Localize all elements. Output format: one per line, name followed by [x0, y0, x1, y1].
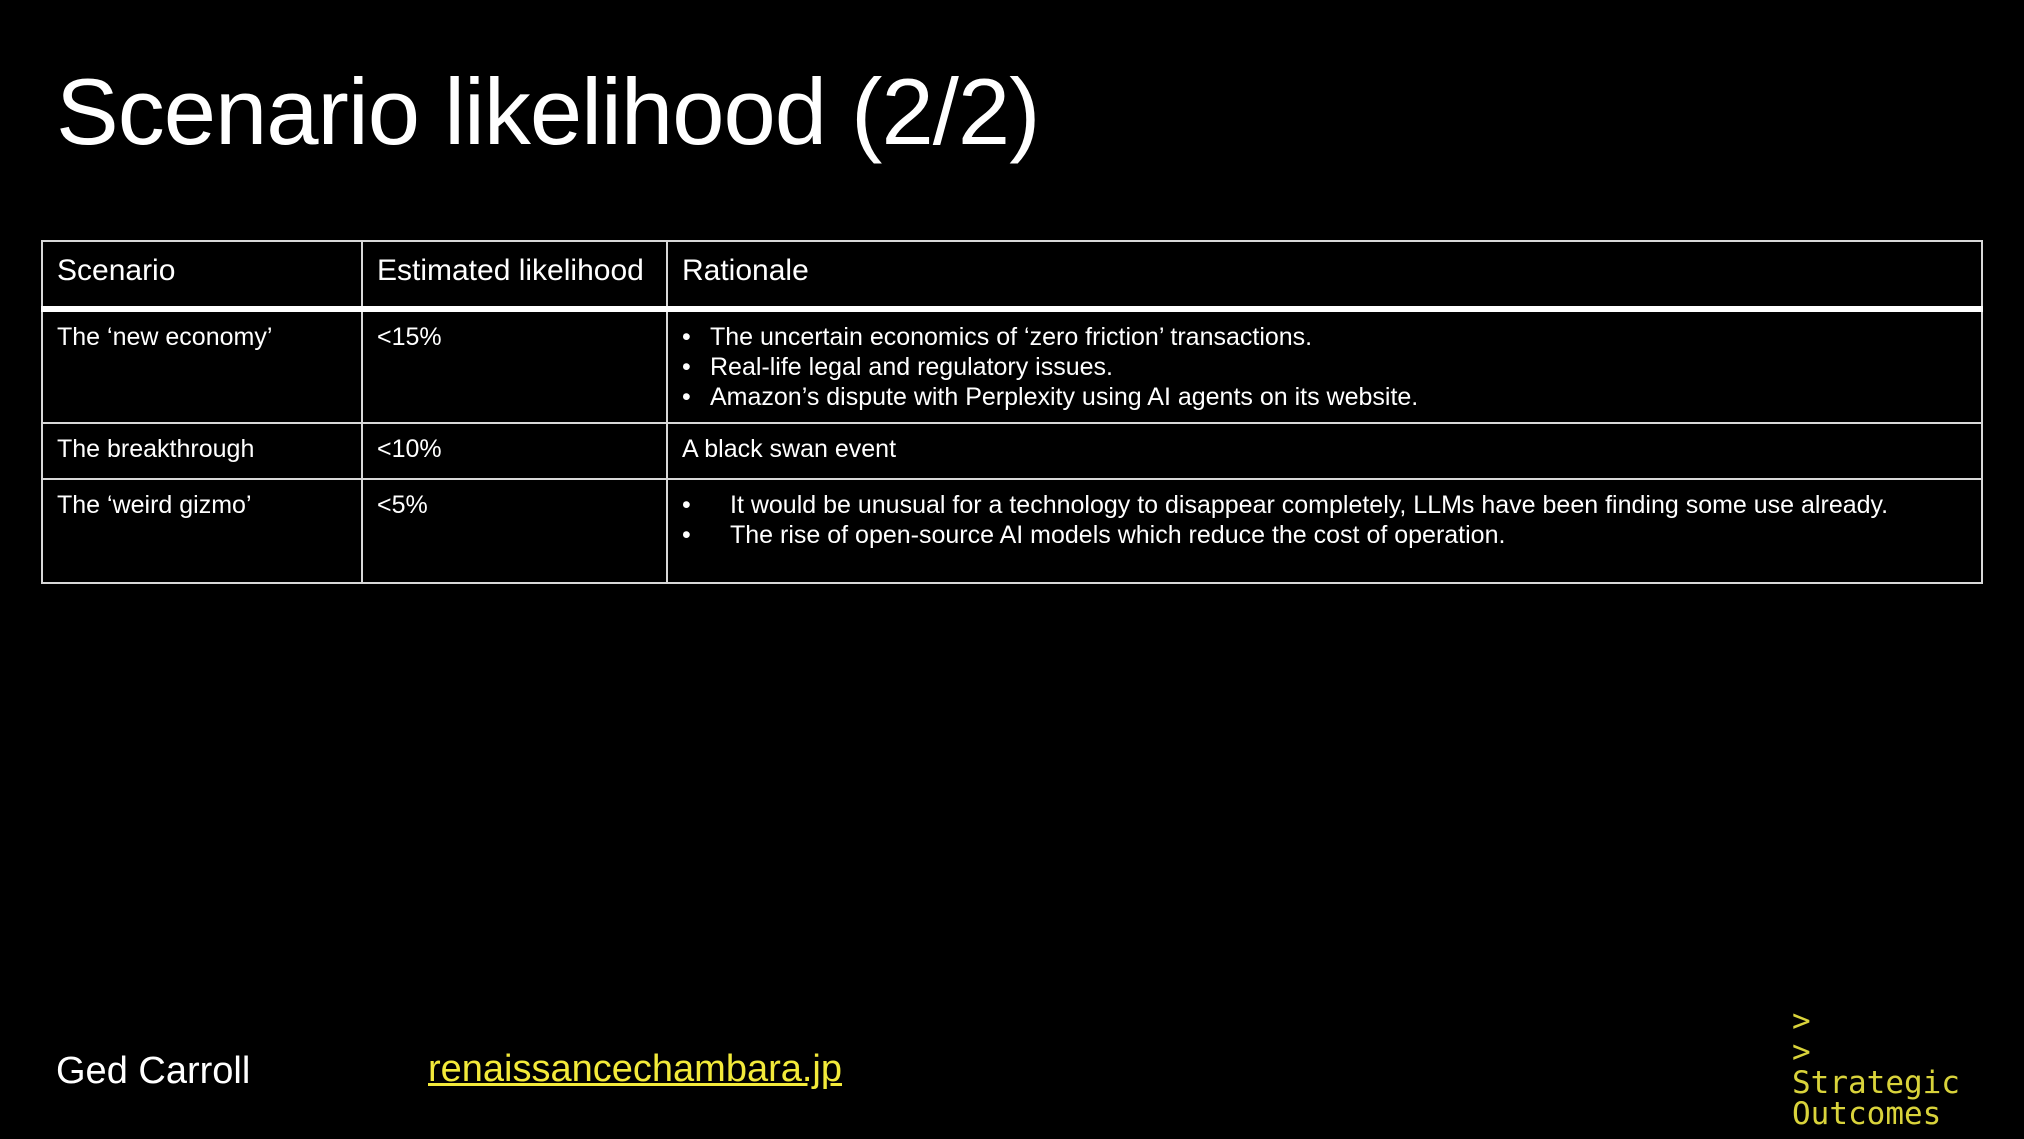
header-likelihood: Estimated likelihood: [362, 241, 667, 309]
strategic-outcomes-logo: [1792, 1003, 2002, 1136]
logo-line: Strategic: [1792, 1065, 1960, 1101]
rationale-item: • The rise of open-source AI models which reduce the cost of operation.: [682, 520, 1967, 550]
rationale-cell: [667, 309, 1982, 423]
table-row: [42, 423, 1982, 479]
rationale-cell: [667, 479, 1982, 583]
rationale-item: • Amazon’s dispute with Perplexity using AI agents on its website.: [682, 382, 1967, 412]
scenario-cell: The ‘weird gizmo’: [42, 479, 362, 583]
rationale-list: [682, 322, 1967, 412]
table-row: [42, 309, 1982, 423]
header-scenario: Scenario: [42, 241, 362, 309]
table-header-row: [42, 241, 1982, 309]
rationale-item: • The uncertain economics of ‘zero friction’ transactions.: [682, 322, 1967, 352]
slide-title: Scenario likelihood (2/2): [56, 59, 1040, 164]
rationale-list: [682, 490, 1967, 550]
rationale-item: • Real-life legal and regulatory issues.: [682, 352, 1967, 382]
rationale-cell: A black swan event: [667, 423, 1982, 479]
logo-line: >: [1792, 1034, 1811, 1070]
scenario-cell: The ‘new economy’: [42, 309, 362, 423]
footer-website-link[interactable]: renaissancechambara.jp: [428, 1048, 843, 1090]
likelihood-cell: <15%: [362, 309, 667, 423]
logo-line: >: [1792, 1003, 1811, 1039]
likelihood-cell: <5%: [362, 479, 667, 583]
logo-line: Outcomes: [1792, 1096, 1942, 1132]
footer-author: Ged Carroll: [56, 1050, 251, 1092]
rationale-item: • It would be unusual for a technology to disappear completely, LLMs have been finding some use already.: [682, 490, 1967, 520]
header-rationale: Rationale: [667, 241, 1982, 309]
scenario-cell: The breakthrough: [42, 423, 362, 479]
scenario-table: [41, 240, 1983, 584]
likelihood-cell: <10%: [362, 423, 667, 479]
table-row: [42, 479, 1982, 583]
